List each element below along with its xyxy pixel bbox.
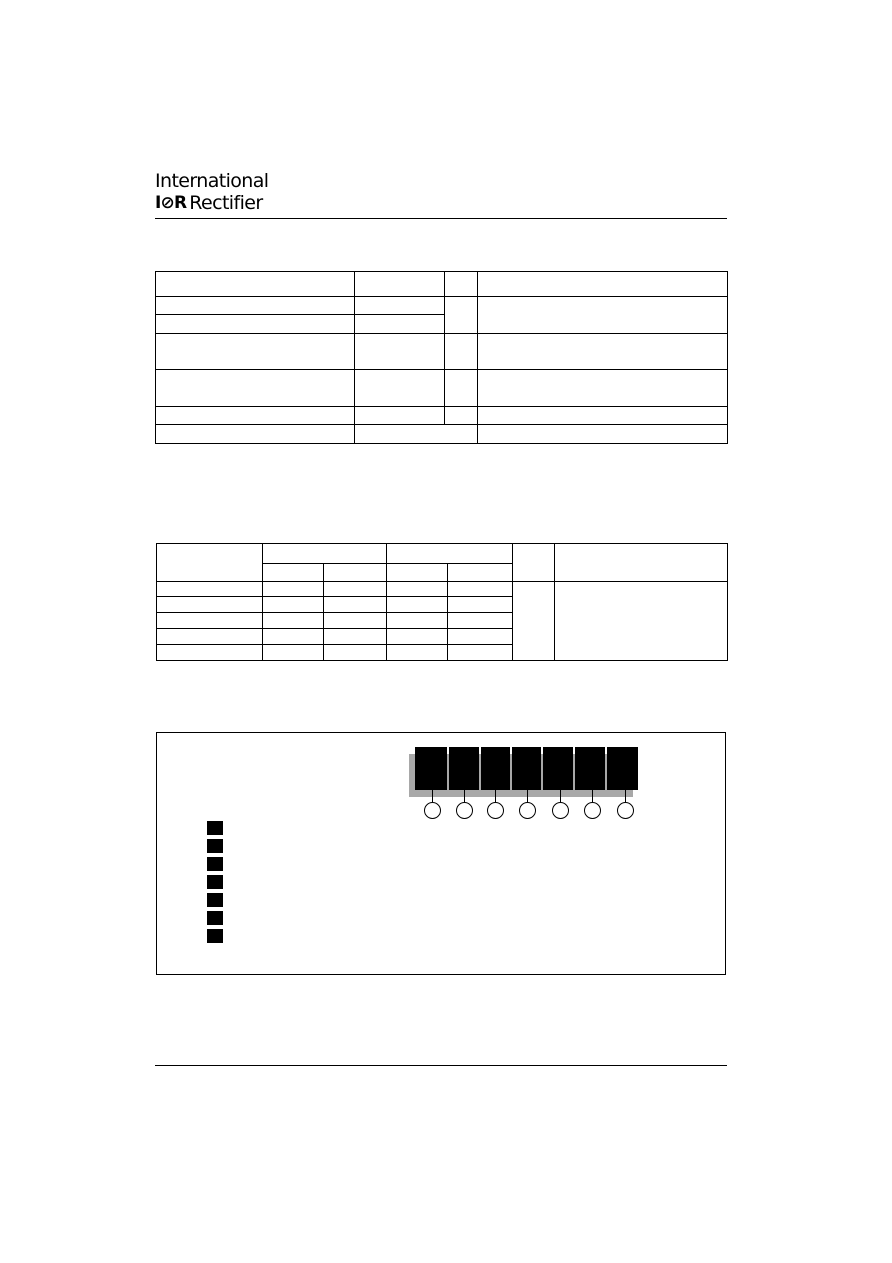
legend-key-square <box>207 893 223 907</box>
code-connector <box>560 790 561 802</box>
code-position-circle <box>487 802 504 819</box>
table-cell <box>263 597 324 613</box>
legend-key-square <box>207 821 223 835</box>
table-cell <box>156 272 355 297</box>
code-connector <box>464 790 465 802</box>
code-box <box>449 747 479 790</box>
code-box <box>481 747 510 790</box>
code-box <box>512 747 541 790</box>
table-row <box>156 407 728 425</box>
table-cell <box>263 645 324 661</box>
table-cell <box>387 629 448 645</box>
parameter-table <box>155 271 728 444</box>
table-header-row <box>157 544 728 564</box>
code-connector <box>592 790 593 802</box>
table-cell <box>445 272 478 297</box>
table-cell <box>355 297 445 315</box>
table-cell <box>448 629 513 645</box>
table-cell <box>448 613 513 629</box>
table-cell <box>324 582 387 597</box>
table-cell <box>478 297 728 334</box>
footer-rule <box>155 1065 727 1066</box>
table-header-cell <box>324 564 387 582</box>
table-cell <box>157 629 263 645</box>
code-position-circle <box>519 802 536 819</box>
table-cell <box>157 582 263 597</box>
table-cell <box>387 645 448 661</box>
code-position-circle <box>552 802 569 819</box>
table-header-cell <box>387 544 513 564</box>
table-header-cell <box>555 544 728 582</box>
table-cell <box>157 597 263 613</box>
table-row <box>156 425 728 444</box>
table-row <box>156 370 728 407</box>
table-cell <box>387 597 448 613</box>
table-cell <box>445 370 478 407</box>
table-cell <box>156 370 355 407</box>
brand-name-line2: Rectifier <box>189 192 263 214</box>
table-header-cell <box>387 564 448 582</box>
table-cell <box>355 272 445 297</box>
table-cell <box>478 407 728 425</box>
table-cell <box>324 629 387 645</box>
legend-key-square <box>207 875 223 889</box>
legend-key-square <box>207 839 223 853</box>
code-connector <box>527 790 528 802</box>
code-position-circle <box>617 802 634 819</box>
table-cell <box>478 334 728 370</box>
table-header-cell <box>448 564 513 582</box>
table-header-cell <box>157 544 263 582</box>
table-cell <box>478 370 728 407</box>
table-cell <box>156 334 355 370</box>
code-box <box>607 747 638 790</box>
table-cell <box>156 297 355 315</box>
table-cell <box>387 613 448 629</box>
table-cell <box>355 370 445 407</box>
table-cell <box>387 582 448 597</box>
code-box <box>415 747 447 790</box>
table-cell <box>478 425 728 444</box>
code-position-circle <box>456 802 473 819</box>
table-cell <box>263 582 324 597</box>
table-cell <box>156 407 355 425</box>
legend-key-square <box>207 857 223 871</box>
table-header-cell <box>263 544 387 564</box>
header-rule <box>155 218 727 219</box>
brand-name-line1: International <box>155 170 269 192</box>
table-cell <box>156 315 355 334</box>
table-cell <box>324 645 387 661</box>
table-cell <box>355 407 445 425</box>
table-cell <box>448 582 513 597</box>
table-cell <box>448 597 513 613</box>
table-cell <box>448 645 513 661</box>
code-position-circle <box>424 802 441 819</box>
ior-logo-mark: I⊘R <box>155 193 187 213</box>
table-cell <box>157 613 263 629</box>
table-cell <box>156 425 355 444</box>
legend-key-square <box>207 911 223 925</box>
legend-key-square <box>207 929 223 943</box>
table-row <box>156 334 728 370</box>
table-header-cell <box>513 544 555 582</box>
table-cell <box>324 613 387 629</box>
table-cell <box>513 582 555 661</box>
brand-name-line2-row <box>155 194 268 213</box>
table-cell <box>478 272 728 297</box>
code-connector <box>625 790 626 802</box>
table-cell <box>445 407 478 425</box>
ratings-table <box>156 543 728 661</box>
table-cell <box>555 582 728 661</box>
code-box <box>543 747 573 790</box>
code-box <box>575 747 605 790</box>
table-cell <box>355 425 478 444</box>
table-cell <box>157 645 263 661</box>
table-cell <box>355 315 445 334</box>
table-cell <box>263 613 324 629</box>
table-row <box>157 582 728 597</box>
code-connector <box>432 790 433 802</box>
table-cell <box>263 629 324 645</box>
table-cell <box>324 597 387 613</box>
table-header-cell <box>263 564 324 582</box>
table-cell <box>445 334 478 370</box>
table-cell <box>355 334 445 370</box>
company-logo <box>155 172 268 213</box>
code-position-circle <box>584 802 601 819</box>
table-row <box>156 272 728 297</box>
table-cell <box>445 297 478 334</box>
table-row <box>156 297 728 315</box>
code-connector <box>495 790 496 802</box>
